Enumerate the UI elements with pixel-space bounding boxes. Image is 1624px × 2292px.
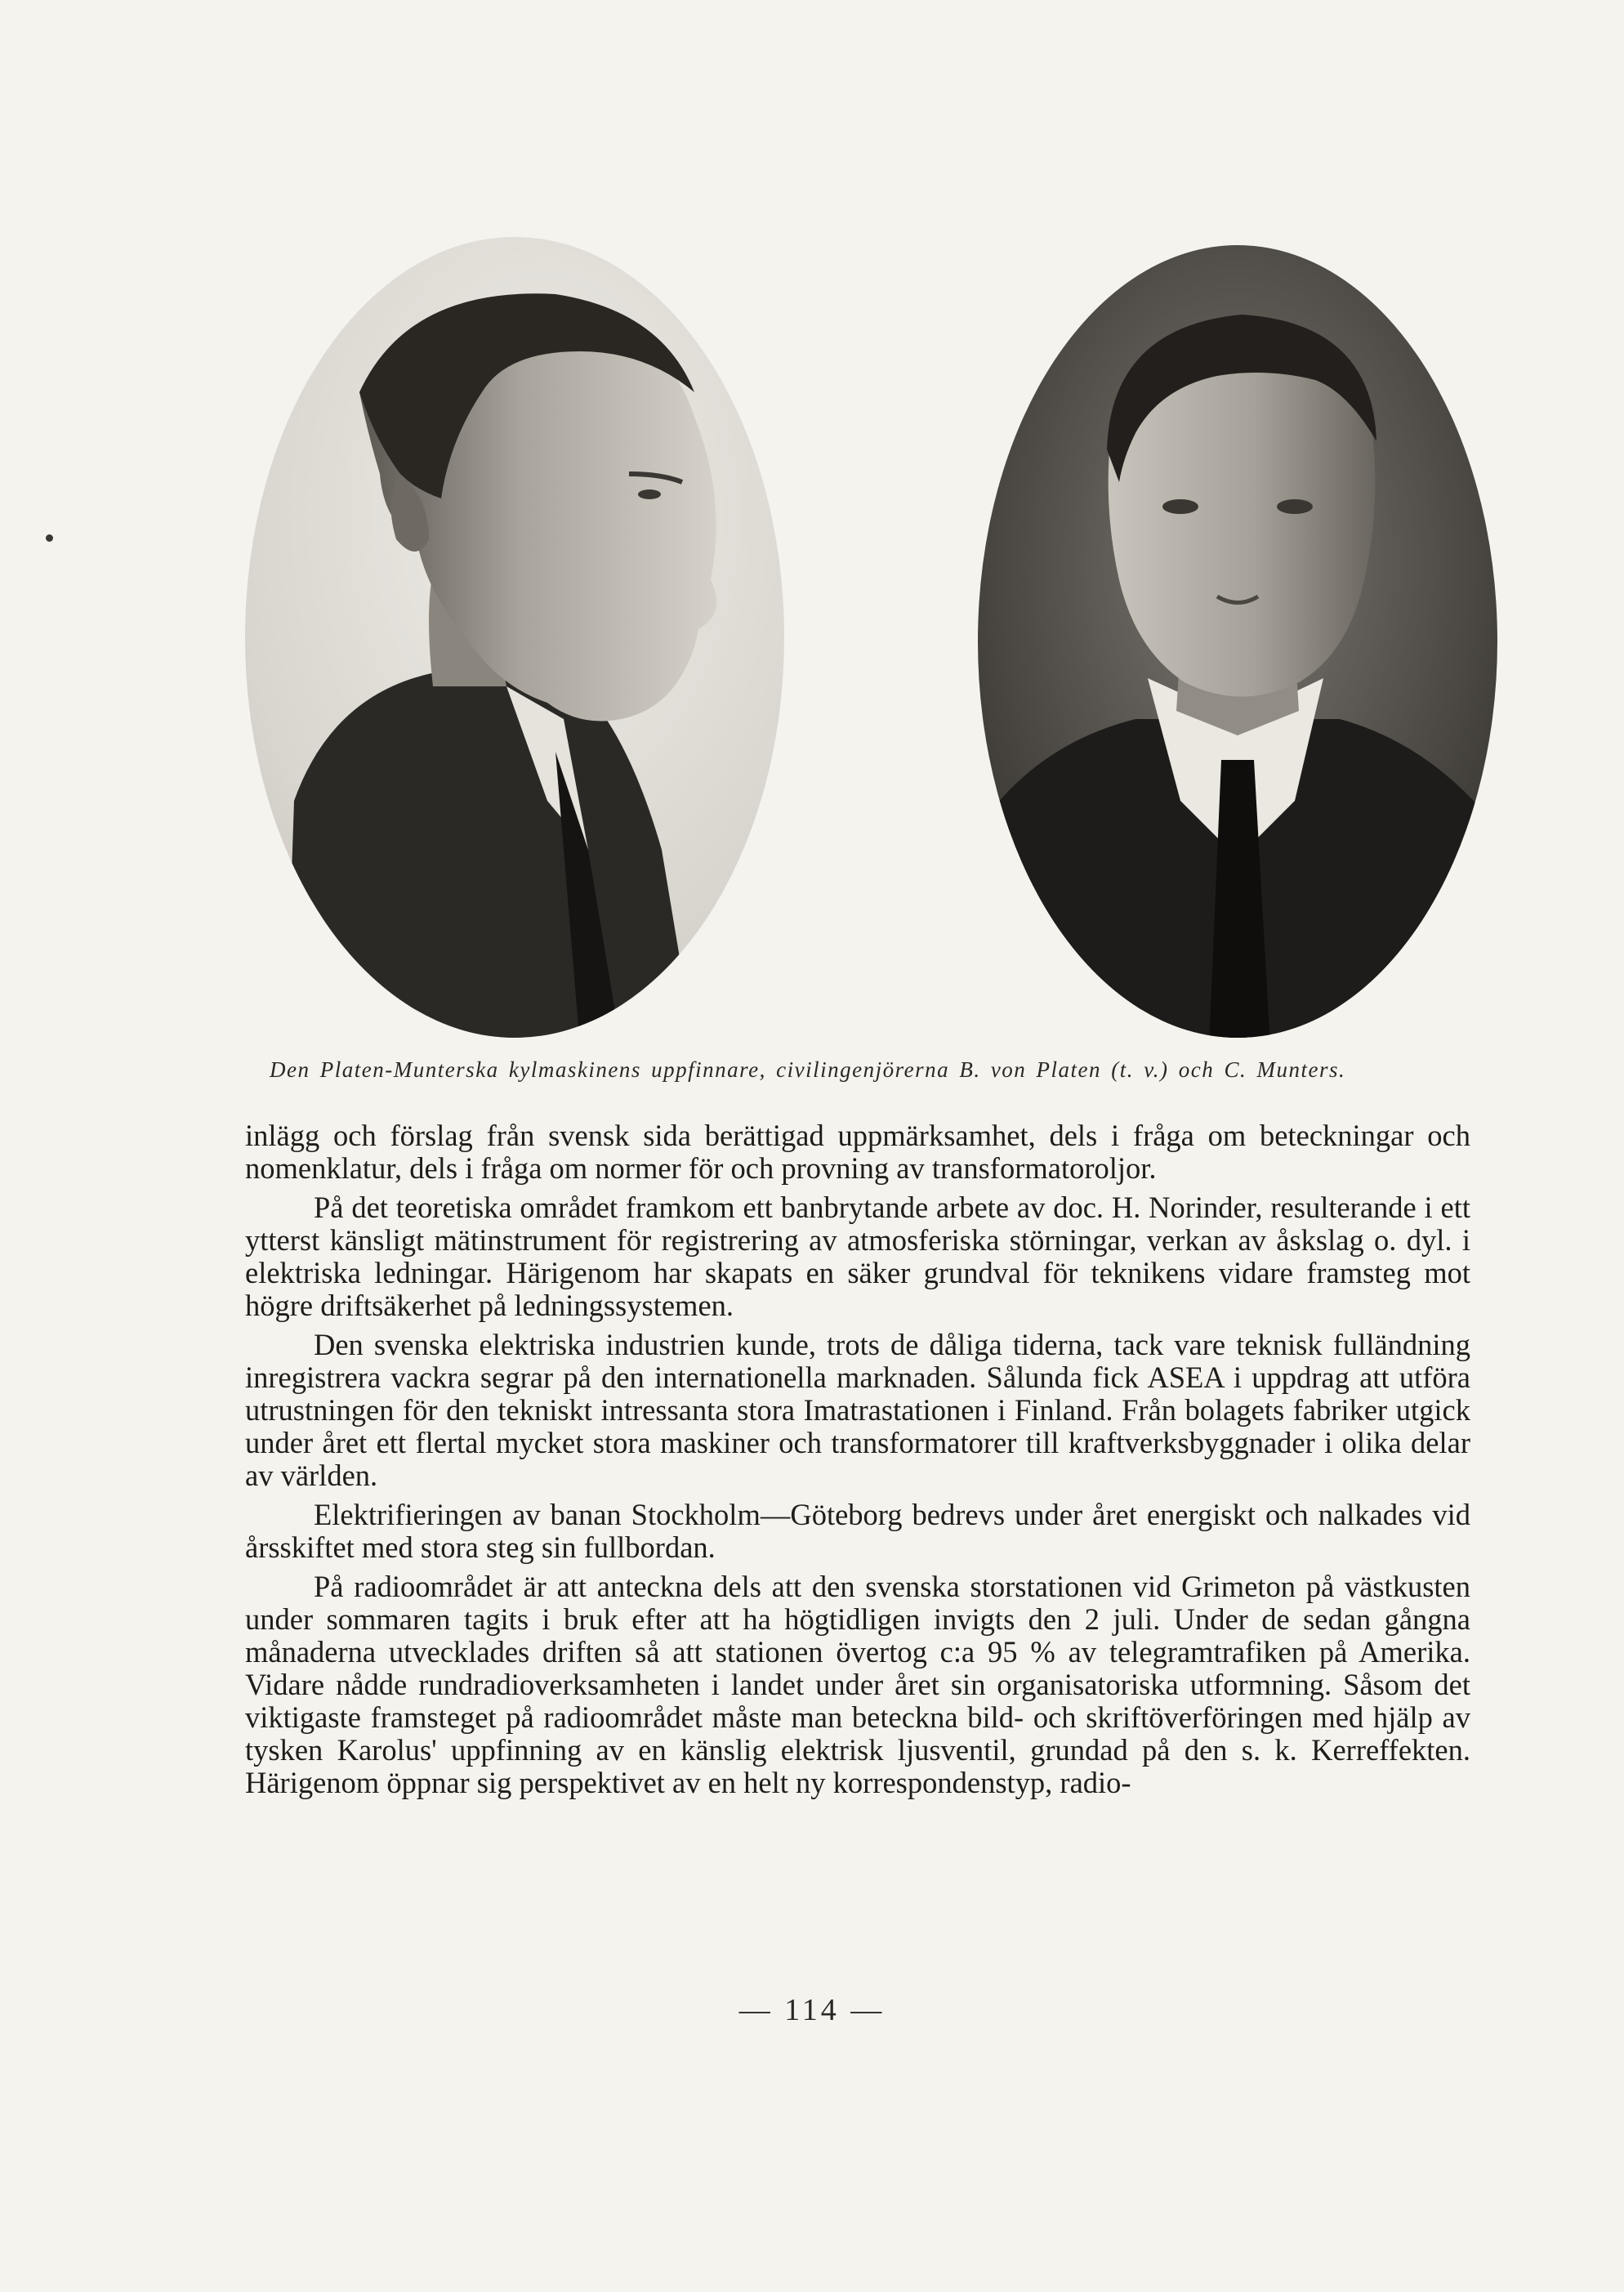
portrait-left-image	[237, 229, 792, 1046]
portrait-figure	[237, 229, 1487, 1046]
portrait-right-image	[972, 237, 1503, 1046]
paragraph-3: Den svenska elektriska industrien kunde, trots de dåliga tiderna, tack vare teknisk fulländning inregistrera vackra segrar på den internationella marknaden. Sålunda fick ASEA i uppdrag att utföra utrustningen för den tekniskt intressanta stora Imatrastationen i Finland. Från bolagets fabriker utgick under året ett flertal mycket stora maskiner och transformatorer till kraftverksbyggnader i olika delar av världen.	[245, 1328, 1470, 1492]
paragraph-2: På det teoretiska området framkom ett banbrytande arbete av doc. H. Norinder, resulterande i ett ytterst känsligt mätinstrument för registrering av atmosferiska störningar, verkan av åskslag o. dyl. i elektriska ledningar. Härigenom har skapats en säker grundval för teknikens vidare framsteg mot högre driftsäkerhet på ledningssystemen.	[245, 1191, 1470, 1322]
printing-speck	[46, 534, 53, 542]
paragraph-1: inlägg och förslag från svensk sida berättigad uppmärksamhet, dels i fråga om beteckningar och nomenklatur, dels i fråga om normer för och provning av transformatoroljor.	[245, 1119, 1470, 1185]
body-text	[245, 1119, 1470, 1806]
portrait-von-platen	[237, 229, 792, 1046]
paragraph-4: Elektrifieringen av banan Stockholm—Göteborg bedrevs under året energiskt och nalkades vid årsskiftet med stora steg sin fullbordan.	[245, 1498, 1470, 1564]
page-number: — 114 —	[738, 1993, 886, 2027]
portrait-munters	[972, 237, 1503, 1046]
figure-caption: Den Platen-Munterska kylmaskinens uppfinnare, civilingenjörerna B. von Platen (t. v.) och C. Munters.	[270, 1057, 1346, 1082]
paragraph-5: På radioområdet är att anteckna dels att den svenska storstationen vid Grimeton på västkusten under sommaren tagits i bruk efter att ha högtidligen invigts den 2 juli. Under de sedan gångna månaderna utvecklades driften så att stationen övertog c:a 95 % av telegramtrafiken på Amerika. Vidare nådde rundradioverksamheten i landet under året sin organisatoriska utformning. Såsom det viktigaste framsteget på radioområdet måste man beteckna bild- och skriftöverföringen med hjälp av tysken Karolus' uppfinning av en känslig elektrisk ljusventil, grundad på den s. k. Kerreffekten. Härigenom öppnar sig perspektivet av en helt ny korrespondenstyp, radio-	[245, 1570, 1470, 1799]
